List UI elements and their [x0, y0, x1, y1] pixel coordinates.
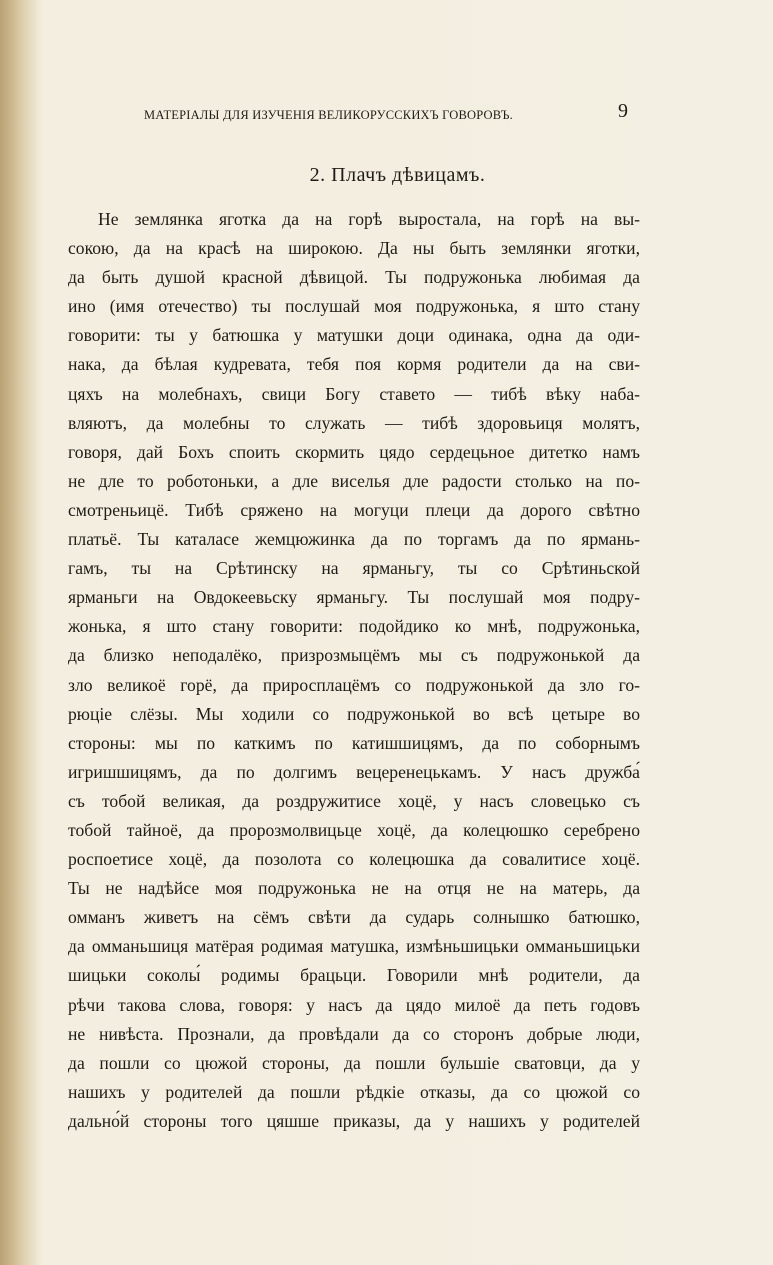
text-line: не нивѣста. Прознали, да провѣдали да со сторонъ добрые люди, — [68, 1023, 640, 1044]
body-text — [68, 205, 640, 1136]
text-line: дально́й стороны того цяшше приказы, да у нашихъ у родителей — [68, 1110, 640, 1131]
text-line: говорити: ты у батюшка у матушки доци одинака, одна да оди- — [68, 325, 640, 346]
text-line: ярманьги на Овдокеевьску ярманьгу. Ты послушай моя подру- — [68, 587, 640, 608]
binding-gutter — [0, 0, 40, 1265]
text-line: платьё. Ты каталасе жемцюжинка да по торгамъ да по ярмань- — [68, 529, 640, 550]
text-line: да пошли со цюжой стороны, да пошли бульшіе сватовци, да у — [68, 1052, 640, 1073]
text-line: стороны: мы по каткимъ по катишшицямъ, да по соборнымъ — [68, 732, 640, 753]
text-line: роспоетисе хоцё, да позолота со колецюшка да совалитисе хоцё. — [68, 849, 640, 870]
text-line: жонька, я што стану говорити: подойдико ко мнѣ, подружонька, — [68, 616, 640, 637]
text-line: Не землянка яготка да на горѣ выростала, на горѣ на вы- — [98, 209, 640, 229]
text-line: ино (имя отечество) ты послушай моя подружонька, я што стану — [68, 296, 640, 317]
text-line: омманъ живетъ на сёмъ свѣти да сударь солнышко батюшко, — [68, 907, 640, 928]
text-line: не дле то роботоньки, а дле виселья дле радости столько на по- — [68, 470, 640, 491]
text-line: говоря, дай Бохъ споить скормить цядо сердецьное дитетко намъ — [68, 441, 640, 462]
text-line: рѣчи такова слова, говоря: у насъ да цядо милоё да петь годовъ — [68, 994, 640, 1015]
text-line: нашихъ у родителей да пошли рѣдкіе отказы, да со цюжой со — [68, 1081, 640, 1102]
text-line: да омманьшиця матёрая родимая матушка, измѣньшицьки омманьшицьки — [68, 936, 640, 957]
text-line: Ты не надѣйсе моя подружонька не на отця не на матерь, да — [68, 878, 640, 899]
text-line: сокою, да на красѣ на широкою. Да ны быть землянки яготки, — [68, 238, 640, 259]
text-line: шицьки соколы́ родимы брацьци. Говорили мнѣ родители, да — [68, 965, 640, 986]
text-line: тобой тайноё, да пророзмолвицьце хоцё, да колецюшко серебрено — [68, 819, 640, 840]
text-line: игришшицямъ, да по долгимъ вецеренецькамъ. У насъ дружба́ — [68, 761, 640, 782]
text-line: да быть душой красной дѣвицой. Ты подружонька любимая да — [68, 267, 640, 288]
text-line: зло великоё горё, да приросплацёмъ со подружонькой да зло го- — [68, 674, 640, 695]
text-line: цяхъ на молебнахъ, свици Богу ставето — тибѣ вѣку наба- — [68, 383, 640, 404]
page-number: 9 — [618, 100, 628, 122]
text-line: нака, да бѣлая кудревата, тебя поя кормя родители да на сви- — [68, 354, 640, 375]
text-line: вляютъ, да молебны то служать — тибѣ здоровьиця молятъ, — [68, 412, 640, 433]
section-title: 2. Плачъ дѣвицамъ. — [309, 164, 486, 186]
text-line: гамъ, ты на Срѣтинску на ярманьгу, ты со Срѣтиньской — [68, 558, 640, 579]
text-line: рюціе слёзы. Мы ходили со подружонькой во всѣ цетыре во — [68, 703, 640, 724]
text-line: смотреньицё. Тибѣ сряжено на могуци плеци да дорого свѣтно — [68, 499, 640, 520]
running-title: МАТЕРІАЛЫ ДЛЯ ИЗУЧЕНІЯ ВЕЛИКОРУССКИХЪ ГОВОРОВЪ. — [144, 108, 514, 122]
text-line: съ тобой великая, да роздружитисе хоцё, у насъ словецько съ — [68, 790, 640, 811]
text-line: да близко неподалёко, призрозмыцёмъ мы съ подружонькой да — [68, 645, 640, 666]
